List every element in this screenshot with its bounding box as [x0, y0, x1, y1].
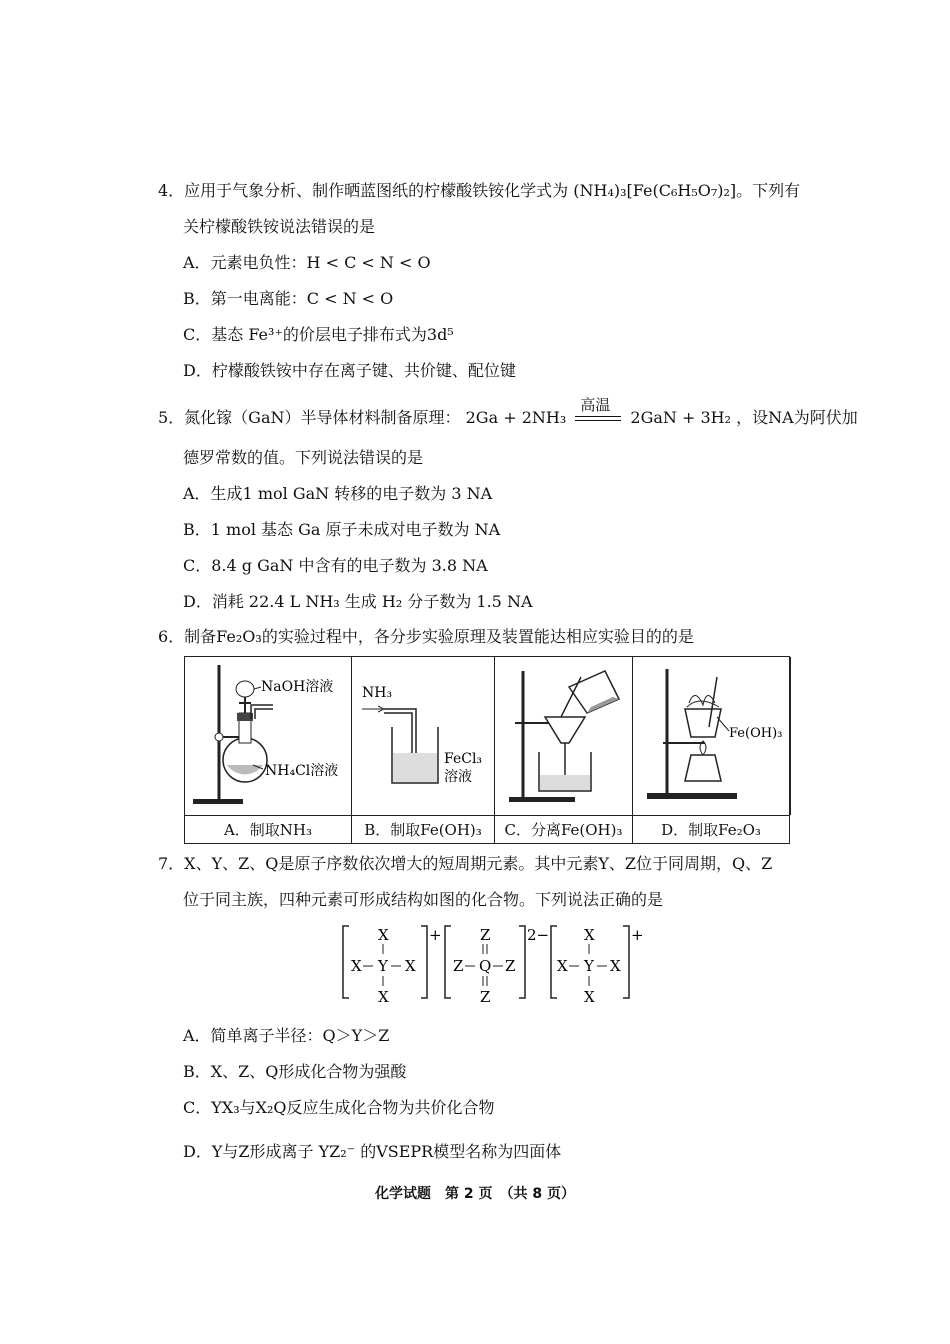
q5-condition: 高温: [580, 396, 611, 414]
cation2-x-left: X: [557, 957, 568, 975]
nh4cl-label: NH₄Cl溶液: [265, 763, 339, 779]
q7-option-c: C．YX₃与X₂Q反应生成化合物为共价化合物: [183, 1098, 495, 1117]
cation2-y: Y: [584, 957, 594, 975]
q5-stem-line2: 德罗常数的值。下列说法错误的是: [183, 448, 424, 467]
anion-q: Q: [479, 957, 492, 975]
q7-option-a: A．简单离子半径：Q＞Y＞Z: [183, 1026, 390, 1045]
cation1-x-left: X: [351, 957, 362, 975]
q4-option-c: C．基态 Fe³⁺的价层电子排布式为3d⁵: [183, 325, 454, 344]
q4-stem-line1: 4．应用于气象分析、制作晒蓝图纸的柠檬酸铁铵化学式为 (NH₄)₃[Fe(C₆H₅O₇)₂]。下列有: [158, 181, 801, 200]
page-footer: 化学试题 第 2 页 （共 8 页）: [375, 1186, 575, 1202]
cation1-charge: +: [429, 926, 442, 944]
anion-z-top: Z: [480, 926, 491, 944]
caption-d: D．制取Fe₂O₃: [633, 815, 789, 844]
cation1-x-top: X: [378, 926, 389, 944]
filtration-diagram: [495, 657, 633, 815]
q4-option-b: B．第一电离能：C < N < O: [183, 289, 394, 308]
q5-stem-suffix: ，设NA为阿伏加: [736, 408, 858, 427]
q5-stem-line1: [158, 396, 858, 429]
caption-a: A．制取NH₃: [185, 815, 352, 844]
fecl3-label: FeCl₃: [444, 751, 483, 767]
cation1-x-right: X: [405, 957, 416, 975]
q5-equation-right: 2GaN + 3H₂: [630, 408, 732, 427]
bubbling-beaker-diagram: [352, 657, 494, 815]
apparatus-c: [495, 657, 633, 815]
apparatus-table: [184, 656, 790, 844]
q5-stem-prefix: 5．氮化镓（GaN）半导体材料制备原理：: [158, 408, 461, 427]
caption-b: B．制取Fe(OH)₃: [352, 815, 495, 844]
ammonia-generator-diagram: [185, 657, 351, 815]
nh3-label: NH₃: [362, 685, 393, 701]
cation2-x-top: X: [584, 926, 595, 944]
q7-option-b: B．X、Z、Q形成化合物为强酸: [183, 1062, 407, 1081]
q5-option-c: C．8.4 g GaN 中含有的电子数为 3.8 NA: [183, 556, 488, 575]
q4-option-d: D．柠檬酸铁铵中存在离子键、共价键、配位键: [183, 361, 516, 380]
q5-option-a: A．生成1 mol GaN 转移的电子数为 3 NA: [183, 484, 493, 503]
compound-structure-diagram: [335, 918, 645, 1010]
q7-stem-line2: 位于同主族，四种元素可形成结构如图的化合物。下列说法正确的是: [183, 890, 664, 909]
q4-option-a: A．元素电负性：H < C < N < O: [183, 253, 431, 272]
cation2-charge: +: [631, 926, 644, 944]
q4-stem-line2: 关柠檬酸铁铵说法错误的是: [183, 217, 376, 236]
cation1-x-bottom: X: [378, 988, 389, 1006]
q6-stem: 6．制备Fe₂O₃的实验过程中，各分步实验原理及装置能达相应实验目的的是: [158, 627, 694, 646]
q5-option-d: D．消耗 22.4 L NH₃ 生成 H₂ 分子数为 1.5 NA: [183, 592, 533, 611]
anion-charge: 2−: [527, 926, 550, 944]
crucible-heating-diagram: [633, 657, 789, 815]
cation1-y: Y: [378, 957, 388, 975]
feoh3-label: Fe(OH)₃: [729, 726, 783, 741]
anion-z-left: Z: [453, 957, 464, 975]
fecl3-solution-label: 溶液: [444, 769, 472, 785]
anion-z-right: Z: [505, 957, 516, 975]
q5-equation-arrow: [575, 396, 621, 421]
q7-option-d: D．Y与Z形成离子 YZ₂⁻ 的VSEPR模型名称为四面体: [183, 1142, 562, 1161]
apparatus-d: [633, 657, 791, 815]
cation2-x-right: X: [610, 957, 621, 975]
caption-c: C．分离Fe(OH)₃: [495, 815, 633, 844]
q7-stem-line1: 7．X、Y、Z、Q是原子序数依次增大的短周期元素。其中元素Y、Z位于同周期，Q、Z: [158, 854, 773, 873]
apparatus-a: [185, 657, 352, 815]
q5-option-b: B．1 mol 基态 Ga 原子未成对电子数为 NA: [183, 520, 501, 539]
cation2-x-bottom: X: [584, 988, 595, 1006]
apparatus-b: [352, 657, 495, 815]
anion-z-bottom: Z: [480, 988, 491, 1006]
naoh-label: NaOH溶液: [261, 679, 334, 695]
q5-equation-left: 2Ga + 2NH₃: [465, 408, 567, 427]
